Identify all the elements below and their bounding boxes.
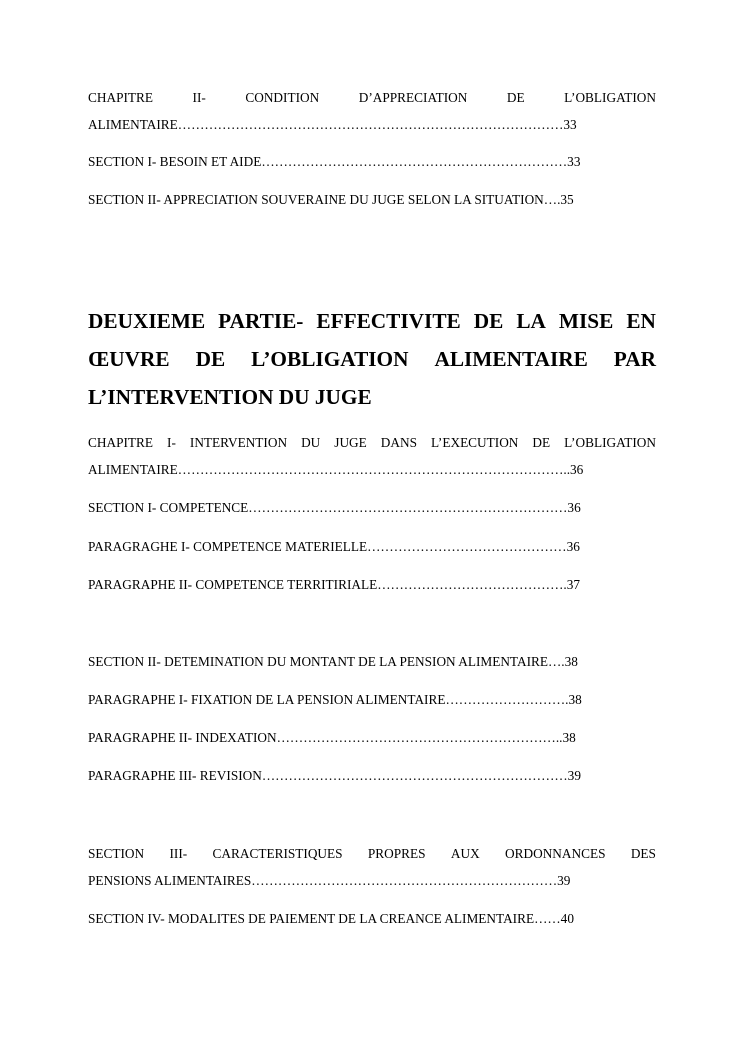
toc-word: III- bbox=[169, 846, 188, 861]
toc-part2-section-4[interactable]: SECTION IV- MODALITES DE PAIEMENT DE LA CREANCE ALIMENTAIRE……40 bbox=[88, 911, 574, 926]
part-2-title-line-3: L’INTERVENTION DU JUGE bbox=[88, 385, 372, 409]
toc-word: ORDONNANCES bbox=[505, 846, 606, 861]
toc-part2-chapter-1-line-1[interactable]: CHAPITRE I- INTERVENTION DU JUGE DANS L’EXECUTION DE L’OBLIGATION bbox=[88, 435, 656, 450]
toc-part2-paragraph-1[interactable]: PARAGRAGHE I- COMPETENCE MATERIELLE………………………………………36 bbox=[88, 539, 580, 554]
toc-word: CHAPITRE bbox=[88, 90, 154, 105]
toc-word: L’OBLIGATION bbox=[564, 90, 656, 105]
toc-word: PROPRES bbox=[367, 846, 426, 861]
title-word: PAR bbox=[613, 347, 656, 371]
title-word: EN bbox=[626, 309, 656, 333]
toc-chapter-2-line-2[interactable]: ALIMENTAIRE……………………………………………………………………………33 bbox=[88, 117, 577, 132]
toc-word: AUX bbox=[450, 846, 480, 861]
toc-part2-section-3-line-2[interactable]: PENSIONS ALIMENTAIRES……………………………………………………………39 bbox=[88, 873, 571, 888]
part-2-title-line-2 bbox=[88, 347, 656, 371]
toc-word: CONDITION bbox=[245, 90, 320, 105]
title-word: DEUXIEME bbox=[88, 309, 206, 333]
toc-word: DE bbox=[506, 90, 525, 105]
title-word: ALIMENTAIRE bbox=[434, 347, 588, 371]
title-word: LA bbox=[516, 309, 546, 333]
toc-part2-chapter-1-line-2[interactable]: ALIMENTAIRE……………………………………………………………………………..36 bbox=[88, 462, 584, 477]
toc-part2-section-1[interactable]: SECTION I- COMPETENCE………………………………………………………………36 bbox=[88, 500, 581, 515]
toc-part2-section-2-paragraph-3[interactable]: PARAGRAPHE III- REVISION……………………………………………………………39 bbox=[88, 768, 581, 783]
document-page bbox=[88, 0, 656, 1053]
toc-part2-section-3-line-1[interactable] bbox=[88, 845, 656, 862]
title-word: ŒUVRE bbox=[88, 347, 170, 371]
toc-part2-section-2-paragraph-2[interactable]: PARAGRAPHE II- INDEXATION………………………………………………………..38 bbox=[88, 730, 576, 745]
toc-section-1[interactable]: SECTION I- BESOIN ET AIDE……………………………………………………………33 bbox=[88, 154, 581, 169]
toc-section-2[interactable]: SECTION II- APPRECIATION SOUVERAINE DU JUGE SELON LA SITUATION….35 bbox=[88, 192, 574, 207]
part-2-title-line-1 bbox=[88, 309, 656, 333]
title-word: DE bbox=[473, 309, 504, 333]
toc-chapter-2-line-1[interactable] bbox=[88, 89, 656, 106]
toc-word: II- bbox=[192, 90, 206, 105]
title-word: DE bbox=[195, 347, 226, 371]
title-word: L’OBLIGATION bbox=[251, 347, 409, 371]
toc-part2-paragraph-2[interactable]: PARAGRAPHE II- COMPETENCE TERRITIRIALE…………………………………….37 bbox=[88, 577, 580, 592]
toc-word: SECTION bbox=[88, 846, 145, 861]
toc-part2-section-2[interactable]: SECTION II- DETEMINATION DU MONTANT DE LA PENSION ALIMENTAIRE….38 bbox=[88, 654, 578, 669]
toc-word: DES bbox=[630, 846, 656, 861]
toc-word: CARACTERISTIQUES bbox=[212, 846, 343, 861]
title-word: MISE bbox=[558, 309, 614, 333]
title-word: PARTIE- bbox=[218, 309, 304, 333]
title-word: EFFECTIVITE bbox=[316, 309, 461, 333]
toc-part2-section-2-paragraph-1[interactable]: PARAGRAPHE I- FIXATION DE LA PENSION ALIMENTAIRE……………………….38 bbox=[88, 692, 582, 707]
toc-word: D’APPRECIATION bbox=[358, 90, 468, 105]
